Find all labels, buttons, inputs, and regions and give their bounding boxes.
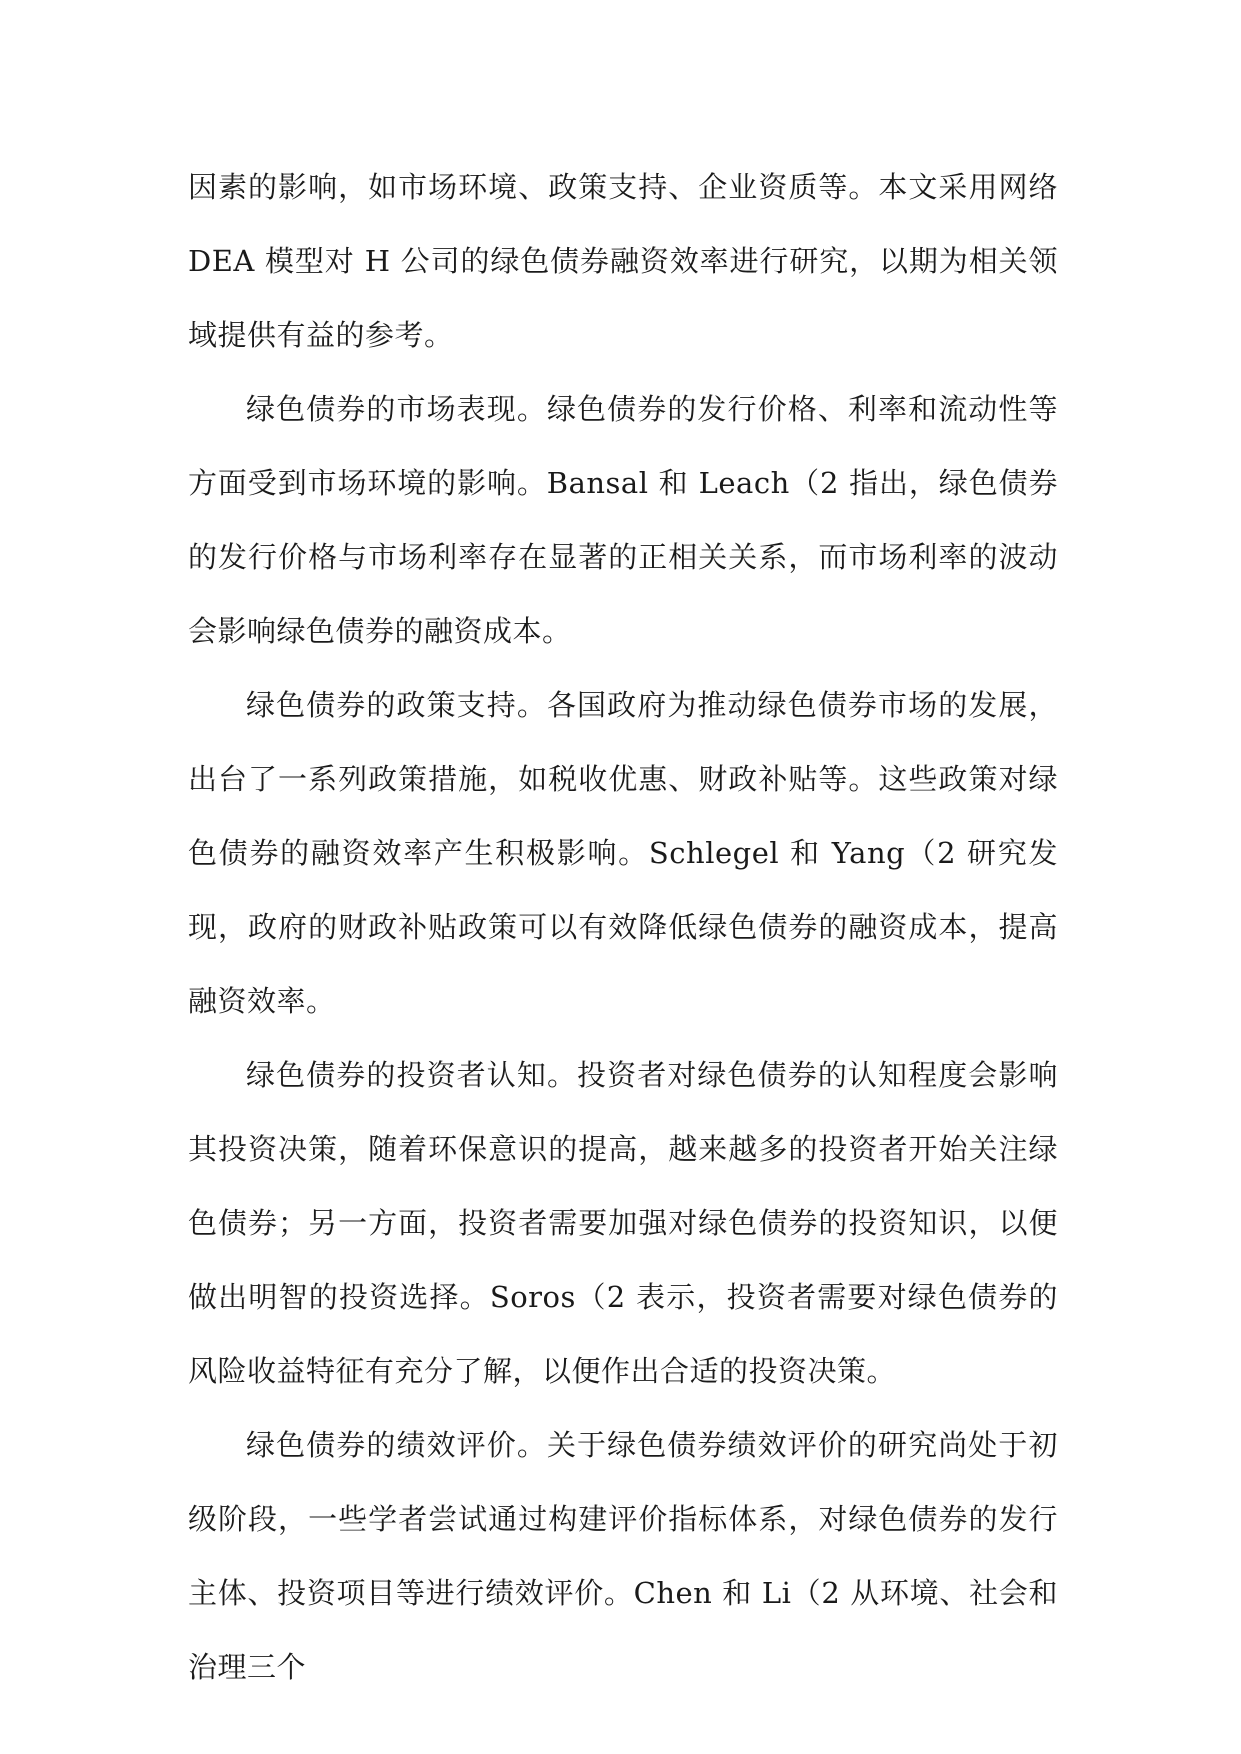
document-body bbox=[188, 150, 1058, 1704]
paragraph-market-performance: 绿色债券的市场表现。绿色债券的发行价格、利率和流动性等方面受到市场环境的影响。Bansal 和 Leach（2 指出，绿色债券的发行价格与市场利率存在显著的正相关关系，而市场利率的波动会影响绿色债券的融资成本。 bbox=[188, 392, 1058, 648]
paragraph-performance-evaluation: 绿色债券的绩效评价。关于绿色债券绩效评价的研究尚处于初级阶段，一些学者尝试通过构建评价指标体系，对绿色债券的发行主体、投资项目等进行绩效评价。Chen 和 Li（2 从环境、社会和治理三个 bbox=[188, 1428, 1058, 1684]
paragraph-policy-support: 绿色债券的政策支持。各国政府为推动绿色债券市场的发展，出台了一系列政策措施，如税收优惠、财政补贴等。这些政策对绿色债券的融资效率产生积极影响。Schlegel 和 Yang（2 研究发现，政府的财政补贴政策可以有效降低绿色债券的融资成本，提高融资效率。 bbox=[188, 688, 1058, 1018]
paragraph-continuation: 因素的影响，如市场环境、政策支持、企业资质等。本文采用网络 DEA 模型对 H 公司的绿色债券融资效率进行研究，以期为相关领域提供有益的参考。 bbox=[188, 170, 1058, 352]
paragraph-investor-cognition: 绿色债券的投资者认知。投资者对绿色债券的认知程度会影响其投资决策，随着环保意识的提高，越来越多的投资者开始关注绿色债券；另一方面，投资者需要加强对绿色债券的投资知识，以便做出明智的投资选择。Soros（2 表示，投资者需要对绿色债券的风险收益特征有充分了解，以便作出合适的投资决策。 bbox=[188, 1058, 1058, 1388]
